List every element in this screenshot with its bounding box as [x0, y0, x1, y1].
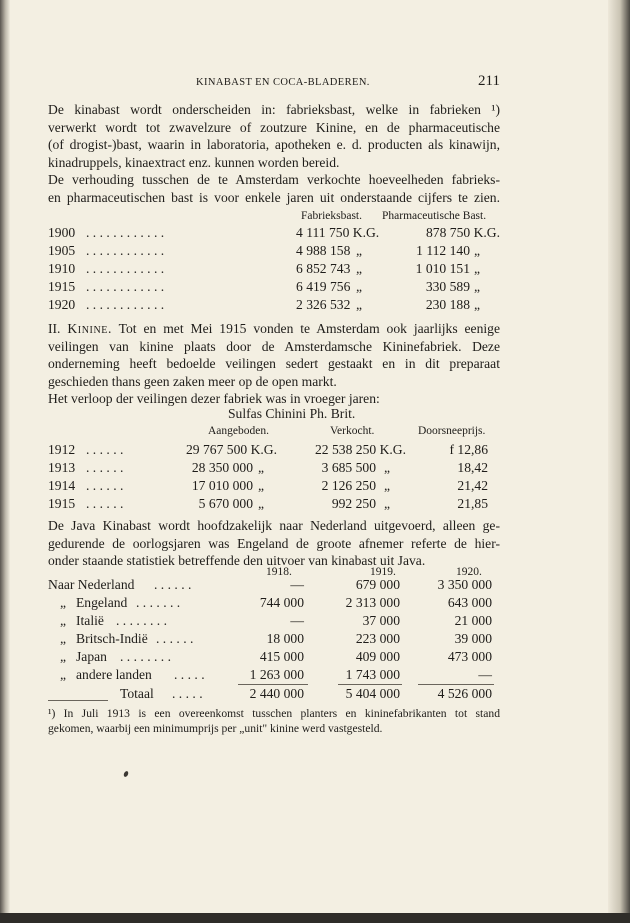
- table1-ditto: „: [474, 279, 481, 294]
- table3-total-row: [48, 686, 500, 704]
- table3-row: [48, 649, 500, 667]
- table3-header-1920: 1920.: [456, 566, 482, 578]
- table3-1918: —: [290, 613, 304, 628]
- table1-pharm: 330 589: [425, 279, 470, 294]
- table3-1918: 18 000: [266, 631, 304, 646]
- section2-line: Tot en met Mei 1915 vonden te Amsterdam ook jaarlijks eenige: [118, 321, 500, 336]
- intro-line: De verhouding tusschen de te Amsterdam verkochte hoeveelheden fabrieks-: [48, 172, 500, 188]
- table1-leader: . . . . . . . . . . . .: [86, 261, 165, 276]
- table1-year: 1920: [48, 297, 76, 312]
- table3-header-1918: 1918.: [266, 566, 292, 578]
- table1-ditto: „: [474, 261, 481, 276]
- table2-offered: 5 670 000: [198, 496, 253, 511]
- page-edge-right: [608, 0, 630, 923]
- table3-dest: Engeland: [76, 595, 128, 610]
- table3-row: [48, 613, 500, 631]
- table3-1920: 21 000: [454, 613, 492, 628]
- table3-leader: . . . . .: [172, 686, 203, 701]
- table3-leader: . . . . . . .: [136, 595, 181, 610]
- table3-1919: 409 000: [355, 649, 400, 664]
- page-gutter-shadow: [0, 0, 10, 923]
- table2-price: f 12,86: [449, 442, 488, 457]
- table1-ditto: „: [356, 279, 363, 294]
- table3-1920: 3 350 000: [437, 577, 492, 592]
- table1-leader: . . . . . . . . . . . .: [86, 243, 165, 258]
- table2-row: [48, 478, 500, 496]
- table2-price: 21,85: [457, 496, 488, 511]
- table1-fabriek: 4 988 158: [296, 243, 351, 258]
- table2-ditto: „: [384, 460, 391, 475]
- table3-total-1919: 5 404 000: [345, 686, 400, 701]
- section2-paragraph: [48, 320, 500, 408]
- export-paragraph: [48, 517, 500, 570]
- intro-line: en pharmaceutischen bast is voor enkele jaren uit onderstaande cijfers te zien.: [48, 189, 500, 205]
- table3-1918: 415 000: [259, 649, 304, 664]
- intro-line: De kinabast wordt onderscheiden in: fabrieksbast, welke in fabrieken ¹): [48, 102, 500, 117]
- table1-pharm: 878 750 K.G.: [425, 225, 500, 240]
- table2-ditto: „: [384, 478, 391, 493]
- export-line: De Java Kinabast wordt hoofdzakelijk naar Nederland uitgevoerd, alleen ge-: [48, 518, 500, 533]
- table1-year: 1900: [48, 225, 76, 240]
- table2-header-sold: Verkocht.: [330, 425, 375, 437]
- table2-ditto: „: [258, 478, 265, 493]
- table2-ditto: „: [258, 496, 265, 511]
- table2-sold: 992 250: [331, 496, 376, 511]
- table3-header-1919: 1919.: [370, 566, 396, 578]
- intro-line: kinadruppels, kinaextract enz. kunnen worden bereid.: [48, 154, 340, 170]
- running-header: [48, 73, 500, 93]
- table1-fabriek: 6 852 743: [296, 261, 351, 276]
- table2-leader: . . . . . .: [86, 460, 124, 475]
- table2-header: [48, 425, 500, 443]
- sum-rule: [418, 684, 494, 685]
- footnote-line: ¹) In Juli 1913 is een overeenkomst tusschen planters en kininefabrikanten tot stand: [48, 707, 500, 720]
- table2-price: 21,42: [457, 478, 488, 493]
- table2-title: Sulfas Chinini Ph. Brit.: [228, 406, 356, 421]
- table3-1919: 679 000: [355, 577, 400, 592]
- table3-1918: 744 000: [259, 595, 304, 610]
- table1-leader: . . . . . . . . . . . .: [86, 225, 165, 240]
- table2-year: 1913: [48, 460, 76, 475]
- intro-line: verwerkt wordt tot zwavelzure of zoutzure Kinine, en de pharmaceutische: [48, 119, 500, 135]
- export-line: gedurende de oorlogsjaren was Engeland de groote afnemer referte de hier-: [48, 535, 500, 551]
- export-line: onder staande statistiek betreffende den uitvoer van kinabast uit Java.: [48, 553, 426, 569]
- table3-ditto: „: [60, 649, 67, 664]
- table2-offered: 28 350 000: [191, 460, 253, 475]
- table1-ditto: „: [474, 243, 481, 258]
- table2-sold: 3 685 500: [321, 460, 376, 475]
- table2-header-offered: Aangeboden.: [208, 425, 269, 437]
- table3-ditto: „: [60, 613, 67, 628]
- table3-1919: 2 313 000: [345, 595, 400, 610]
- footnote: [48, 706, 500, 736]
- section2-label: II.: [48, 321, 61, 336]
- section2-line: onderneming heeft bedoelde veilingen sedert gestaakt en in dit preparaat: [48, 356, 500, 372]
- table3-leader: . . . . . . . .: [120, 649, 171, 664]
- footnote-line: gekomen, waarbij een minimumprijs per „unit" kinine werd vastgesteld.: [48, 722, 383, 735]
- table2-row: [48, 442, 500, 460]
- table3-ditto: „: [60, 595, 67, 610]
- table1-leader: . . . . . . . . . . . .: [86, 297, 165, 312]
- table3-dest: Japan: [76, 649, 107, 664]
- running-title: KINABAST EN COCA-BLADEREN.: [196, 77, 370, 88]
- table3-dest: Britsch-Indië: [76, 631, 148, 646]
- section2-line: Het verloop der veilingen dezer fabriek was in vroeger jaren:: [48, 391, 380, 407]
- table1-row: [48, 243, 500, 261]
- section2-heading: Kinine.: [67, 321, 112, 336]
- table2-offered: 29 767 500 K.G.: [186, 442, 278, 457]
- table3-leader: . . . . . .: [156, 631, 194, 646]
- scan-bottom-border: [0, 913, 630, 923]
- table3-total-1920: 4 526 000: [437, 686, 492, 701]
- table2-row: [48, 460, 500, 478]
- table3-row: [48, 631, 500, 649]
- table3-1920: 39 000: [454, 631, 492, 646]
- table1-row: [48, 279, 500, 297]
- table3-1918: 1 263 000: [249, 667, 304, 682]
- section2-first-line: [48, 320, 500, 338]
- table3-1918: —: [290, 577, 304, 592]
- table2-price: 18,42: [457, 460, 488, 475]
- table1-ditto: „: [356, 261, 363, 276]
- intro-paragraph: [48, 101, 500, 207]
- table3-1919: 37 000: [362, 613, 400, 628]
- table3-row: [48, 577, 500, 595]
- table1-year: 1905: [48, 243, 76, 258]
- table2-title-row: [48, 406, 500, 424]
- table3-dest: Naar Nederland: [48, 577, 135, 592]
- table1-header-fabriek: Fabrieksbast.: [301, 210, 363, 222]
- table3-row: [48, 595, 500, 613]
- table1-ditto: „: [474, 297, 481, 312]
- table3-1920: 473 000: [447, 649, 492, 664]
- table2-sold: 2 126 250: [321, 478, 376, 493]
- table1-pharm: 1 112 140: [416, 243, 470, 258]
- table3-leader: . . . . . .: [154, 577, 192, 592]
- table2-year: 1912: [48, 442, 76, 457]
- table1-fabriek: 4 111 750 K.G.: [296, 225, 380, 240]
- table3-ditto: „: [60, 667, 67, 682]
- table3-total-1918: 2 440 000: [249, 686, 304, 701]
- table3-1920: 643 000: [447, 595, 492, 610]
- table3-total-label: Totaal: [120, 686, 154, 701]
- table3-leader: . . . . . . . .: [116, 613, 167, 628]
- sum-rule: [238, 684, 308, 685]
- table3-dest: Italië: [76, 613, 104, 628]
- table3-ditto: „: [60, 631, 67, 646]
- table2-row: [48, 496, 500, 514]
- table2-sold: 22 538 250 K.G.: [315, 442, 407, 457]
- table2-offered: 17 010 000: [191, 478, 253, 493]
- table2-leader: . . . . . .: [86, 442, 124, 457]
- table1-year: 1915: [48, 279, 76, 294]
- table3-1919: 1 743 000: [345, 667, 400, 682]
- ink-speck: [123, 770, 129, 777]
- table1-leader: . . . . . . . . . . . .: [86, 279, 165, 294]
- sum-rule: [338, 684, 402, 685]
- table1-pharm: 230 188: [425, 297, 470, 312]
- footnote-rule: [48, 700, 108, 701]
- table3-1919: 223 000: [355, 631, 400, 646]
- table2-header-price: Doorsneeprijs.: [418, 425, 486, 437]
- table1-ditto: „: [356, 243, 363, 258]
- table1-row: [48, 261, 500, 279]
- table2-year: 1914: [48, 478, 76, 493]
- table1-row: [48, 297, 500, 315]
- table2-ditto: „: [384, 496, 391, 511]
- table1-year: 1910: [48, 261, 76, 276]
- table3-dest: andere landen: [76, 667, 152, 682]
- table1-fabriek: 2 326 532: [296, 297, 351, 312]
- table1-header-pharm: Pharmaceutische Bast.: [382, 210, 487, 222]
- table2-year: 1915: [48, 496, 76, 511]
- table3-1920: —: [478, 667, 492, 682]
- table3-leader: . . . . .: [174, 667, 205, 682]
- table2-ditto: „: [258, 460, 265, 475]
- table1-ditto: „: [356, 297, 363, 312]
- page-number: 211: [478, 73, 500, 89]
- intro-line: (of drogist-)bast, waarin in laboratoria, apotheken e. d. producten als kinawijn,: [48, 137, 500, 153]
- table3-row: [48, 667, 500, 685]
- section2-line: veilingen van kinine plaats door de Amsterdamsche Kininefabriek. Deze: [48, 338, 500, 354]
- table2-leader: . . . . . .: [86, 478, 124, 493]
- table1-pharm: 1 010 151: [415, 261, 470, 276]
- table1-fabriek: 6 419 756: [296, 279, 351, 294]
- table2-leader: . . . . . .: [86, 496, 124, 511]
- table1-row: [48, 225, 500, 243]
- section2-line: geschieden thans geen zaken meer op de open markt.: [48, 373, 337, 389]
